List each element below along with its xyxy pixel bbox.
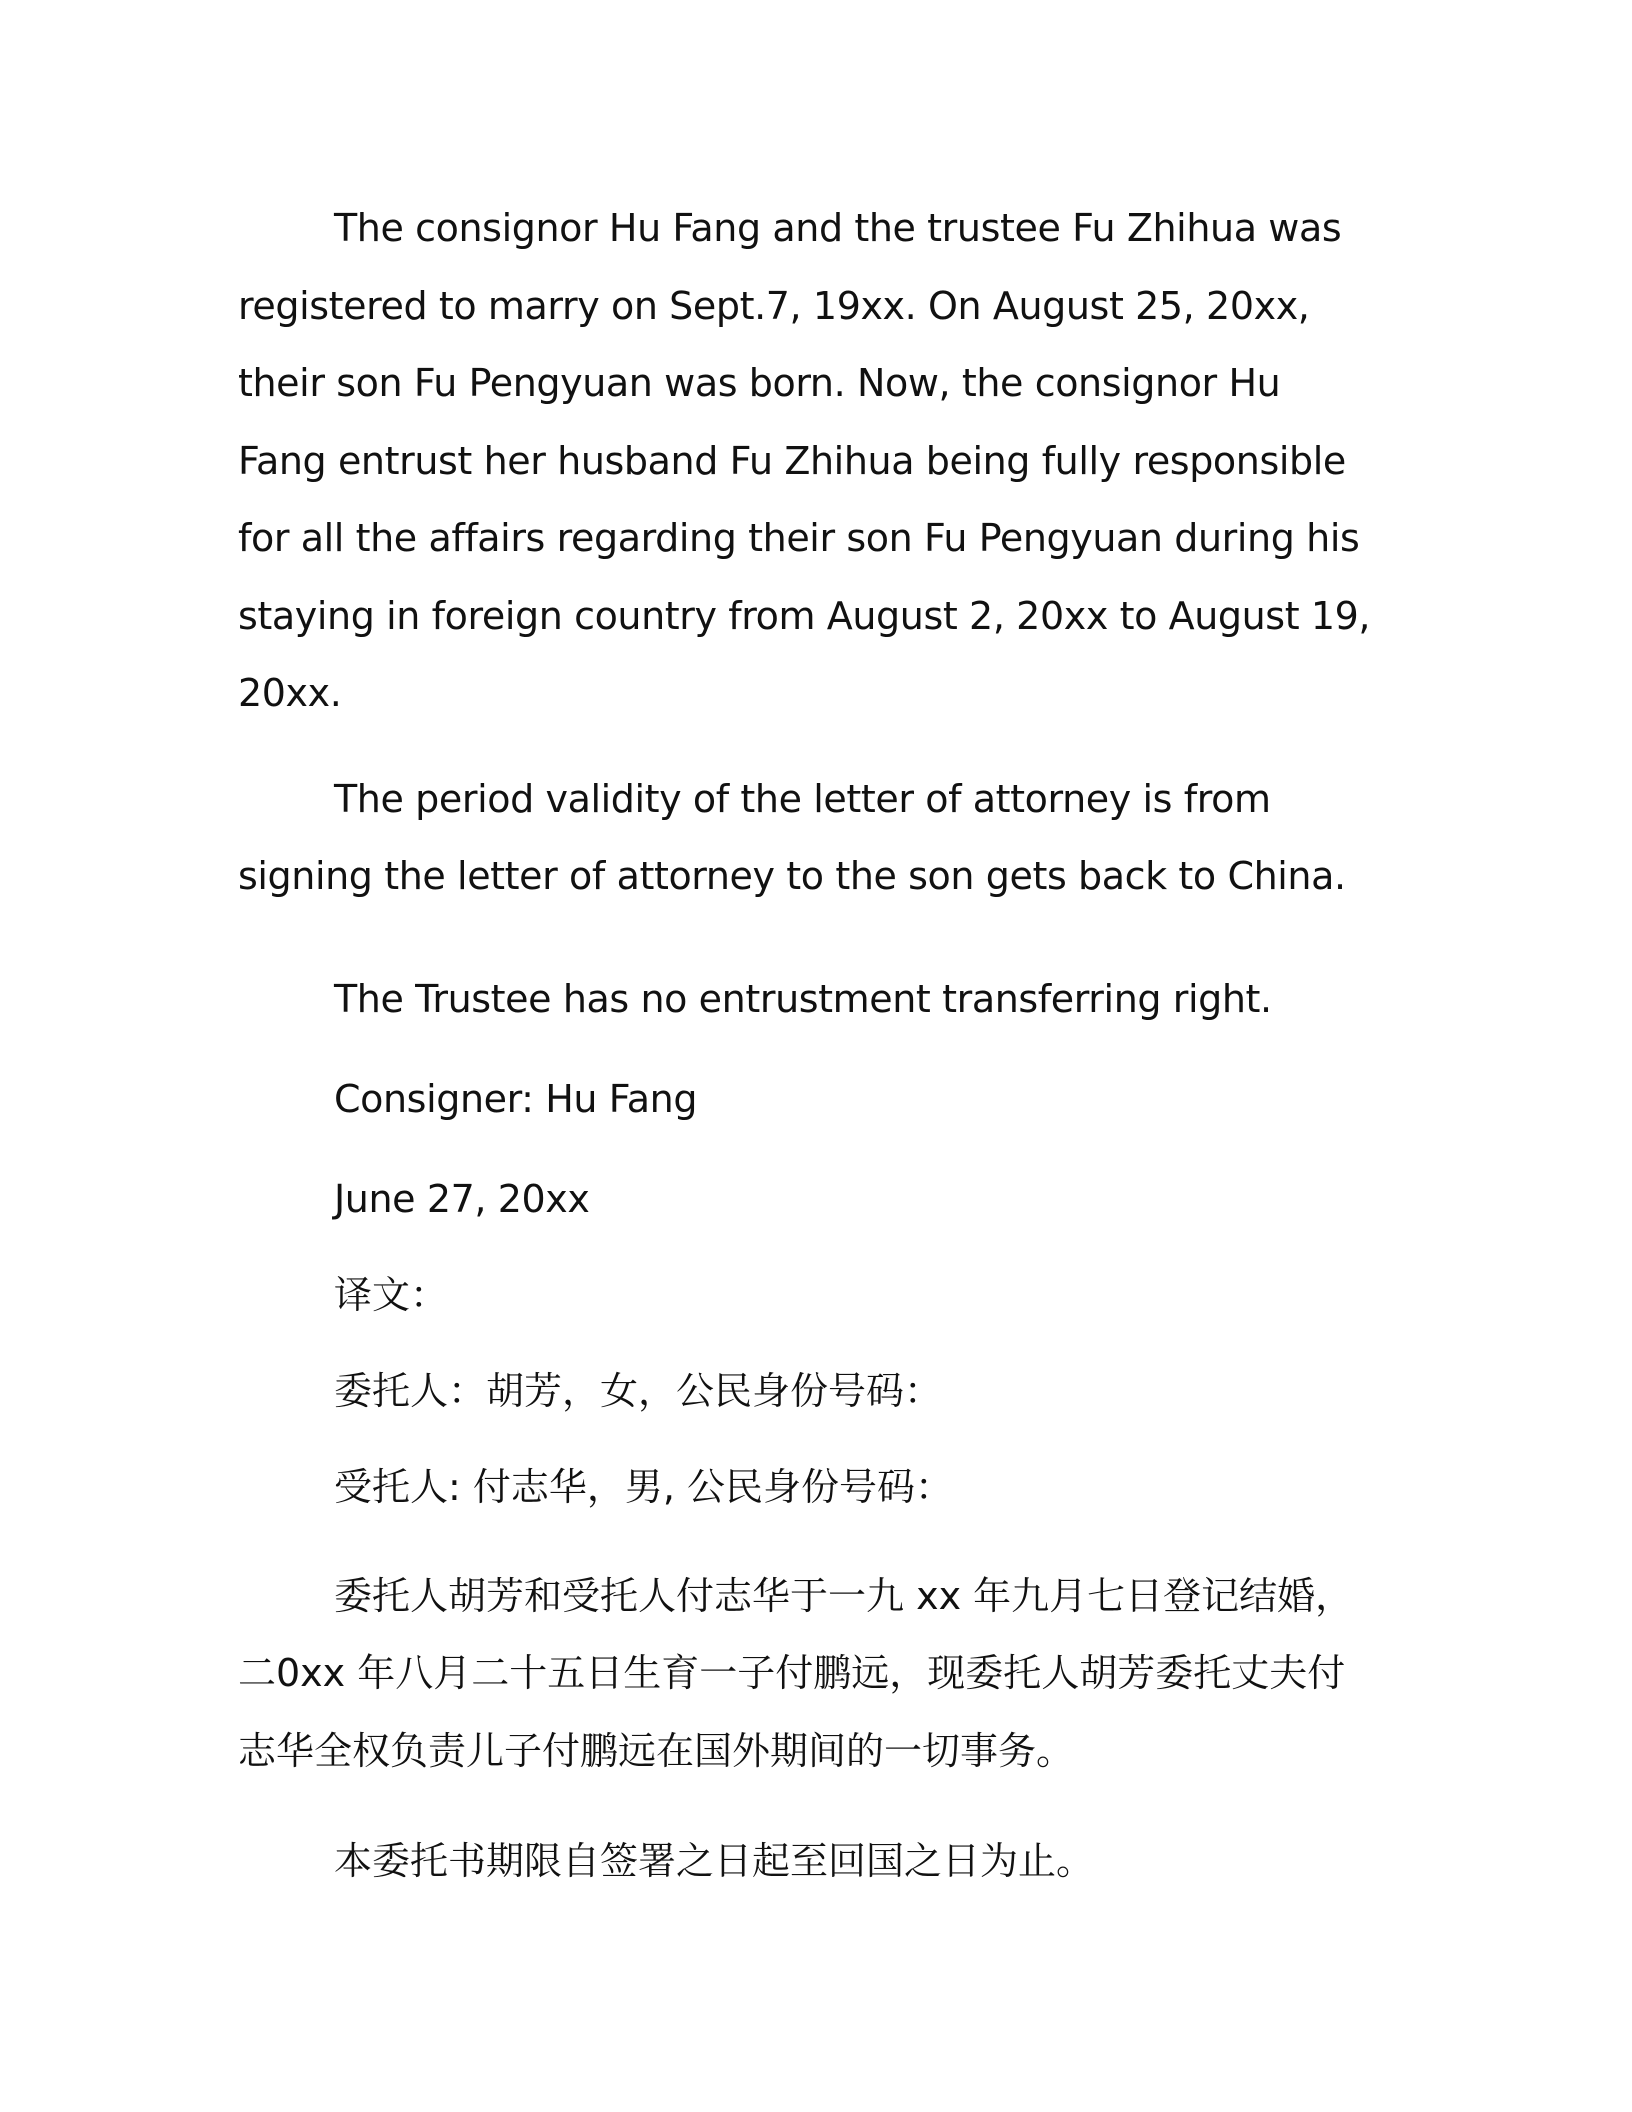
translation-heading: 译文： [334,1272,449,1317]
paragraph-marriage-entrustment: The consignor Hu Fang and the trustee Fu Zhihua was registered to marry on Sept.7, 19xx. On August 25, 20xx, their son Fu Pengyuan was born. Now, the consignor Hu Fang entrust her husband Fu Zhihua being fully responsible for all the affairs regarding their son Fu Pengyuan during his staying in foreign country from August 2, 20xx to August 19, 20xx. [238,206,1371,715]
document-date: June 27, 20xx [334,1176,590,1221]
paragraph-chinese-validity: 本委托书期限自签署之日起至回国之日为止。 [334,1839,1095,1883]
consignor-id-line: 委托人：胡芳，女，公民身份号码： [334,1368,943,1413]
paragraph-chinese-entrustment: 委托人胡芳和受托人付志华于一九 xx 年九月七日登记结婚，二0xx 年八月二十五日生育一子付鹏远，现委托人胡芳委托丈夫付志华全权负责儿子付鹏远在国外期间的一切事务。 [238,1573,1354,1773]
paragraph-validity-period: The period validity of the letter of attorney is from signing the letter of attorney to the son gets back to China. [238,776,1346,898]
document-body [238,190,1378,1883]
consigner-signature-line: Consigner: Hu Fang [334,1076,698,1121]
trustee-id-line: 受托人: 付志华，男, 公民身份号码： [334,1464,954,1509]
paragraph-no-transfer-right: The Trustee has no entrustment transferring right. [334,976,1272,1021]
